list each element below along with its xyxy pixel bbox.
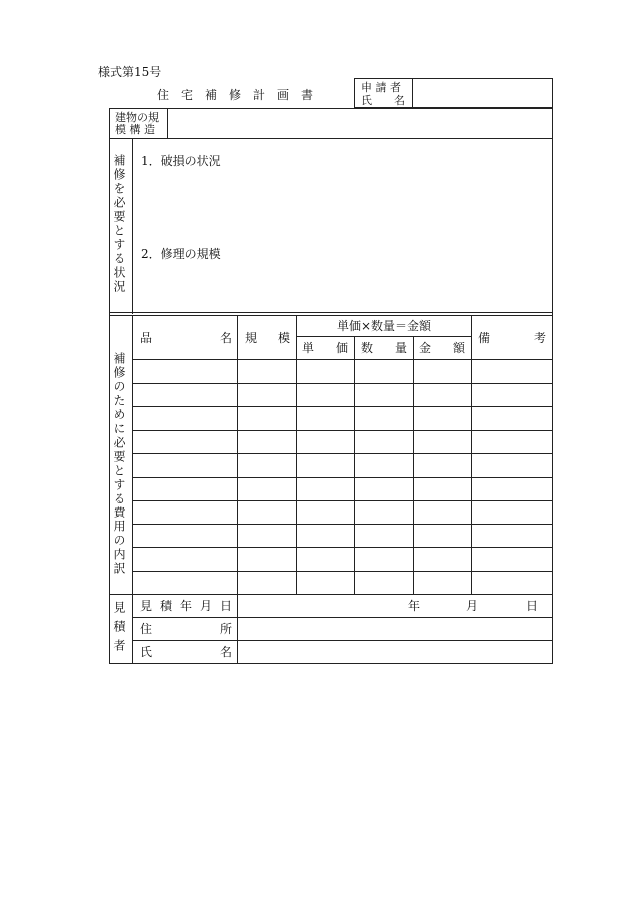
applicant-label-2: 氏 名 bbox=[361, 94, 405, 107]
cell-scale[interactable] bbox=[239, 384, 295, 406]
cell-unit-price[interactable] bbox=[298, 525, 353, 547]
cell-scale[interactable] bbox=[239, 454, 295, 476]
cell-scale[interactable] bbox=[239, 572, 295, 594]
cell-remarks[interactable] bbox=[473, 525, 551, 547]
cell-unit-price[interactable] bbox=[298, 384, 353, 406]
cell-amount[interactable] bbox=[415, 384, 470, 406]
page-title: 住 宅 補 修 計 画 書 bbox=[157, 88, 314, 102]
cell-unit-price[interactable] bbox=[298, 572, 353, 594]
building-label-2: 模 構 造 bbox=[115, 123, 155, 136]
cell-quantity[interactable] bbox=[356, 572, 412, 594]
cell-amount[interactable] bbox=[415, 572, 470, 594]
cell-amount[interactable] bbox=[415, 525, 470, 547]
cell-unit-price[interactable] bbox=[298, 454, 353, 476]
estimator-address-label: 住 所 bbox=[140, 622, 232, 636]
header-formula: 単価×数量＝金額 bbox=[337, 319, 432, 333]
cell-item-name[interactable] bbox=[134, 360, 236, 382]
cell-quantity[interactable] bbox=[356, 431, 412, 453]
repair-scale-label: 2．修理の規模 bbox=[141, 247, 221, 261]
cell-remarks[interactable] bbox=[473, 501, 551, 523]
damage-status-label: 1．破損の状況 bbox=[141, 154, 221, 168]
cell-unit-price[interactable] bbox=[298, 407, 353, 429]
cell-quantity[interactable] bbox=[356, 525, 412, 547]
cell-scale[interactable] bbox=[239, 548, 295, 570]
estimator-address-field[interactable] bbox=[239, 619, 551, 639]
cell-item-name[interactable] bbox=[134, 384, 236, 406]
estimator-side-label: 見積者 bbox=[112, 601, 126, 658]
cell-amount[interactable] bbox=[415, 548, 470, 570]
cell-item-name[interactable] bbox=[134, 501, 236, 523]
cell-item-name[interactable] bbox=[134, 478, 236, 500]
form-number: 様式第15号 bbox=[98, 65, 162, 79]
cell-item-name[interactable] bbox=[134, 572, 236, 594]
estimator-name-label: 氏 名 bbox=[140, 645, 232, 659]
header-unit-price: 単 価 bbox=[302, 341, 348, 355]
cell-remarks[interactable] bbox=[473, 572, 551, 594]
cell-amount[interactable] bbox=[415, 431, 470, 453]
cell-remarks[interactable] bbox=[473, 454, 551, 476]
cell-amount[interactable] bbox=[415, 407, 470, 429]
estimate-date-field[interactable] bbox=[239, 596, 551, 616]
cell-scale[interactable] bbox=[239, 478, 295, 500]
cell-remarks[interactable] bbox=[473, 384, 551, 406]
header-scale: 規 模 bbox=[245, 331, 290, 345]
cell-quantity[interactable] bbox=[356, 384, 412, 406]
cell-unit-price[interactable] bbox=[298, 360, 353, 382]
cell-scale[interactable] bbox=[239, 501, 295, 523]
cell-scale[interactable] bbox=[239, 360, 295, 382]
damage-status-field[interactable] bbox=[134, 170, 551, 240]
cell-quantity[interactable] bbox=[356, 501, 412, 523]
cell-quantity[interactable] bbox=[356, 548, 412, 570]
applicant-label-1: 申 請 者 bbox=[361, 81, 401, 94]
date-year-unit: 年 bbox=[408, 599, 421, 613]
header-item-name: 品 名 bbox=[140, 331, 232, 345]
cell-quantity[interactable] bbox=[356, 478, 412, 500]
cell-scale[interactable] bbox=[239, 431, 295, 453]
header-remarks: 備 考 bbox=[478, 331, 546, 345]
cell-unit-price[interactable] bbox=[298, 478, 353, 500]
cost-side-label: 補修のために必要とする費用の内訳 bbox=[112, 352, 126, 576]
date-day-unit: 日 bbox=[526, 599, 539, 613]
estimate-date-label: 見 積 年 月 日 bbox=[140, 599, 232, 613]
cell-item-name[interactable] bbox=[134, 525, 236, 547]
estimator-name-field[interactable] bbox=[239, 642, 551, 662]
cell-unit-price[interactable] bbox=[298, 548, 353, 570]
cell-unit-price[interactable] bbox=[298, 431, 353, 453]
cell-unit-price[interactable] bbox=[298, 501, 353, 523]
cell-remarks[interactable] bbox=[473, 478, 551, 500]
cell-quantity[interactable] bbox=[356, 360, 412, 382]
cell-item-name[interactable] bbox=[134, 407, 236, 429]
cell-item-name[interactable] bbox=[134, 548, 236, 570]
header-quantity: 数 量 bbox=[361, 341, 407, 355]
cell-item-name[interactable] bbox=[134, 454, 236, 476]
cell-quantity[interactable] bbox=[356, 407, 412, 429]
building-label-1: 建物の規 bbox=[115, 111, 159, 124]
cell-remarks[interactable] bbox=[473, 407, 551, 429]
cell-amount[interactable] bbox=[415, 478, 470, 500]
cell-scale[interactable] bbox=[239, 525, 295, 547]
cell-amount[interactable] bbox=[415, 501, 470, 523]
repair-scale-field[interactable] bbox=[134, 263, 551, 311]
date-month-unit: 月 bbox=[466, 599, 479, 613]
building-structure-field[interactable] bbox=[169, 110, 551, 137]
cell-remarks[interactable] bbox=[473, 548, 551, 570]
cell-scale[interactable] bbox=[239, 407, 295, 429]
applicant-name-field[interactable] bbox=[414, 80, 551, 106]
cell-amount[interactable] bbox=[415, 454, 470, 476]
cell-remarks[interactable] bbox=[473, 360, 551, 382]
cell-amount[interactable] bbox=[415, 360, 470, 382]
needs-side-label: 補修を必要とする状況 bbox=[112, 154, 126, 294]
cell-remarks[interactable] bbox=[473, 431, 551, 453]
cell-item-name[interactable] bbox=[134, 431, 236, 453]
cell-quantity[interactable] bbox=[356, 454, 412, 476]
header-amount: 金 額 bbox=[419, 341, 465, 355]
